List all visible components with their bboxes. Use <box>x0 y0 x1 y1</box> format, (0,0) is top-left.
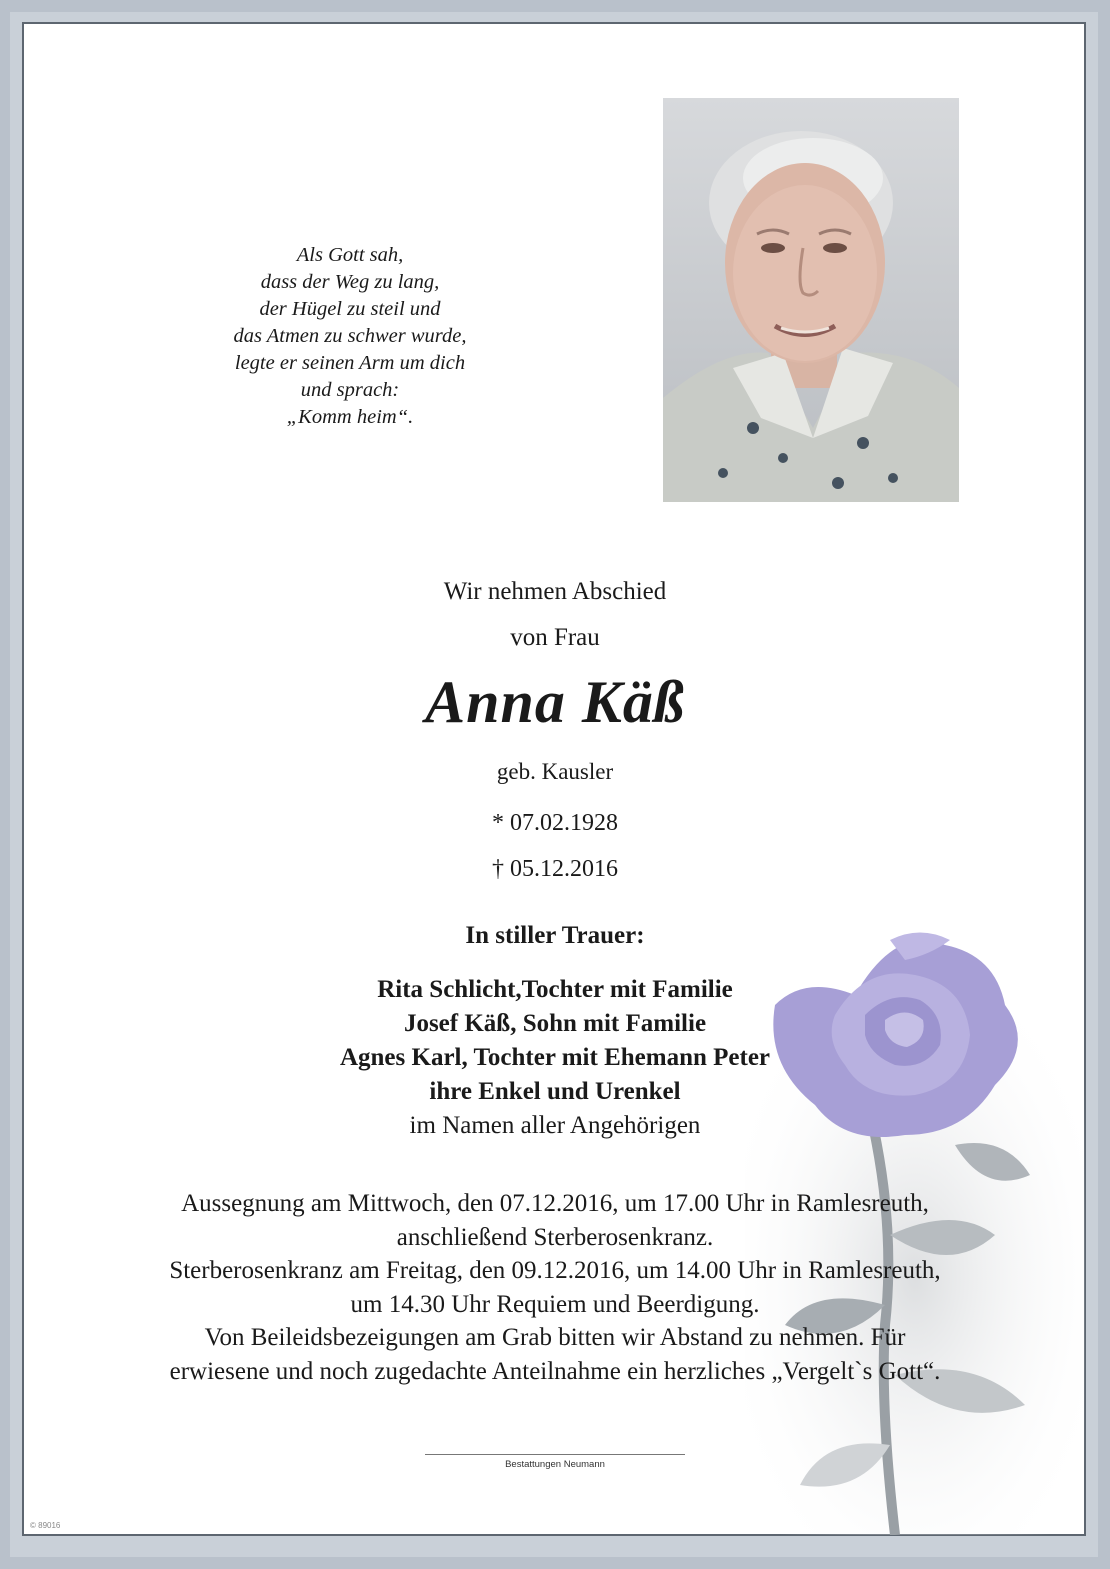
mourner-line: Agnes Karl, Tochter mit Ehemann Peter <box>339 1044 771 1071</box>
poem <box>190 242 510 431</box>
service-line: Aussegnung am Mittwoch, den 07.12.2016, um 17.00 Uhr in Ramlesreuth, <box>181 1190 929 1217</box>
poem-line: der Hügel zu steil und <box>259 298 441 320</box>
birth-name: geb. Kausler <box>496 759 614 784</box>
deceased-name: Anna Käß <box>425 669 685 735</box>
portrait-illustration <box>663 98 959 502</box>
poem-line: „Komm heim“. <box>286 406 414 428</box>
mourner-line: Josef Käß, Sohn mit Familie <box>403 1010 707 1037</box>
service-line: Von Beileidsbezeigungen am Grab bitten wir Abstand zu nehmen. Für <box>204 1324 906 1351</box>
service-line: erwiesene und noch zugedachte Anteilnahme ein herzliches „Vergelt`s Gott“. <box>169 1357 941 1385</box>
mourner-line: ihre Enkel und Urenkel <box>429 1078 681 1105</box>
mourning-heading: In stiller Trauer: <box>465 922 645 949</box>
poem-line: Als Gott sah, <box>296 244 404 266</box>
portrait-photo <box>663 98 959 502</box>
poem-line: legte er seinen Arm um dich <box>234 352 466 374</box>
signature-line <box>425 1454 685 1455</box>
farewell-text: Wir nehmen Abschied <box>443 578 667 605</box>
service-line: anschließend Sterberosenkranz. <box>396 1223 714 1251</box>
copyright-note: © 89016 <box>30 1521 61 1530</box>
mourner-line: Rita Schlicht,Tochter mit Familie <box>377 976 733 1003</box>
service-details <box>0 1187 1110 1388</box>
undertaker-name: Bestattungen Neumann <box>505 1459 605 1470</box>
relatives-line: im Namen aller Angehörigen <box>409 1112 701 1139</box>
salutation-text: von Frau <box>510 624 600 651</box>
mourners-list <box>0 973 1110 1143</box>
poem-line: das Atmen zu schwer wurde, <box>233 325 467 347</box>
poem-line: dass der Weg zu lang, <box>260 271 440 293</box>
death-date: † 05.12.2016 <box>492 856 618 882</box>
service-line: um 14.30 Uhr Requiem und Beerdigung. <box>350 1290 760 1318</box>
service-line: Sterberosenkranz am Freitag, den 09.12.2016, um 14.00 Uhr in Ramlesreuth, <box>169 1257 941 1284</box>
poem-line: und sprach: <box>300 379 400 401</box>
birth-date: * 07.02.1928 <box>492 810 618 836</box>
